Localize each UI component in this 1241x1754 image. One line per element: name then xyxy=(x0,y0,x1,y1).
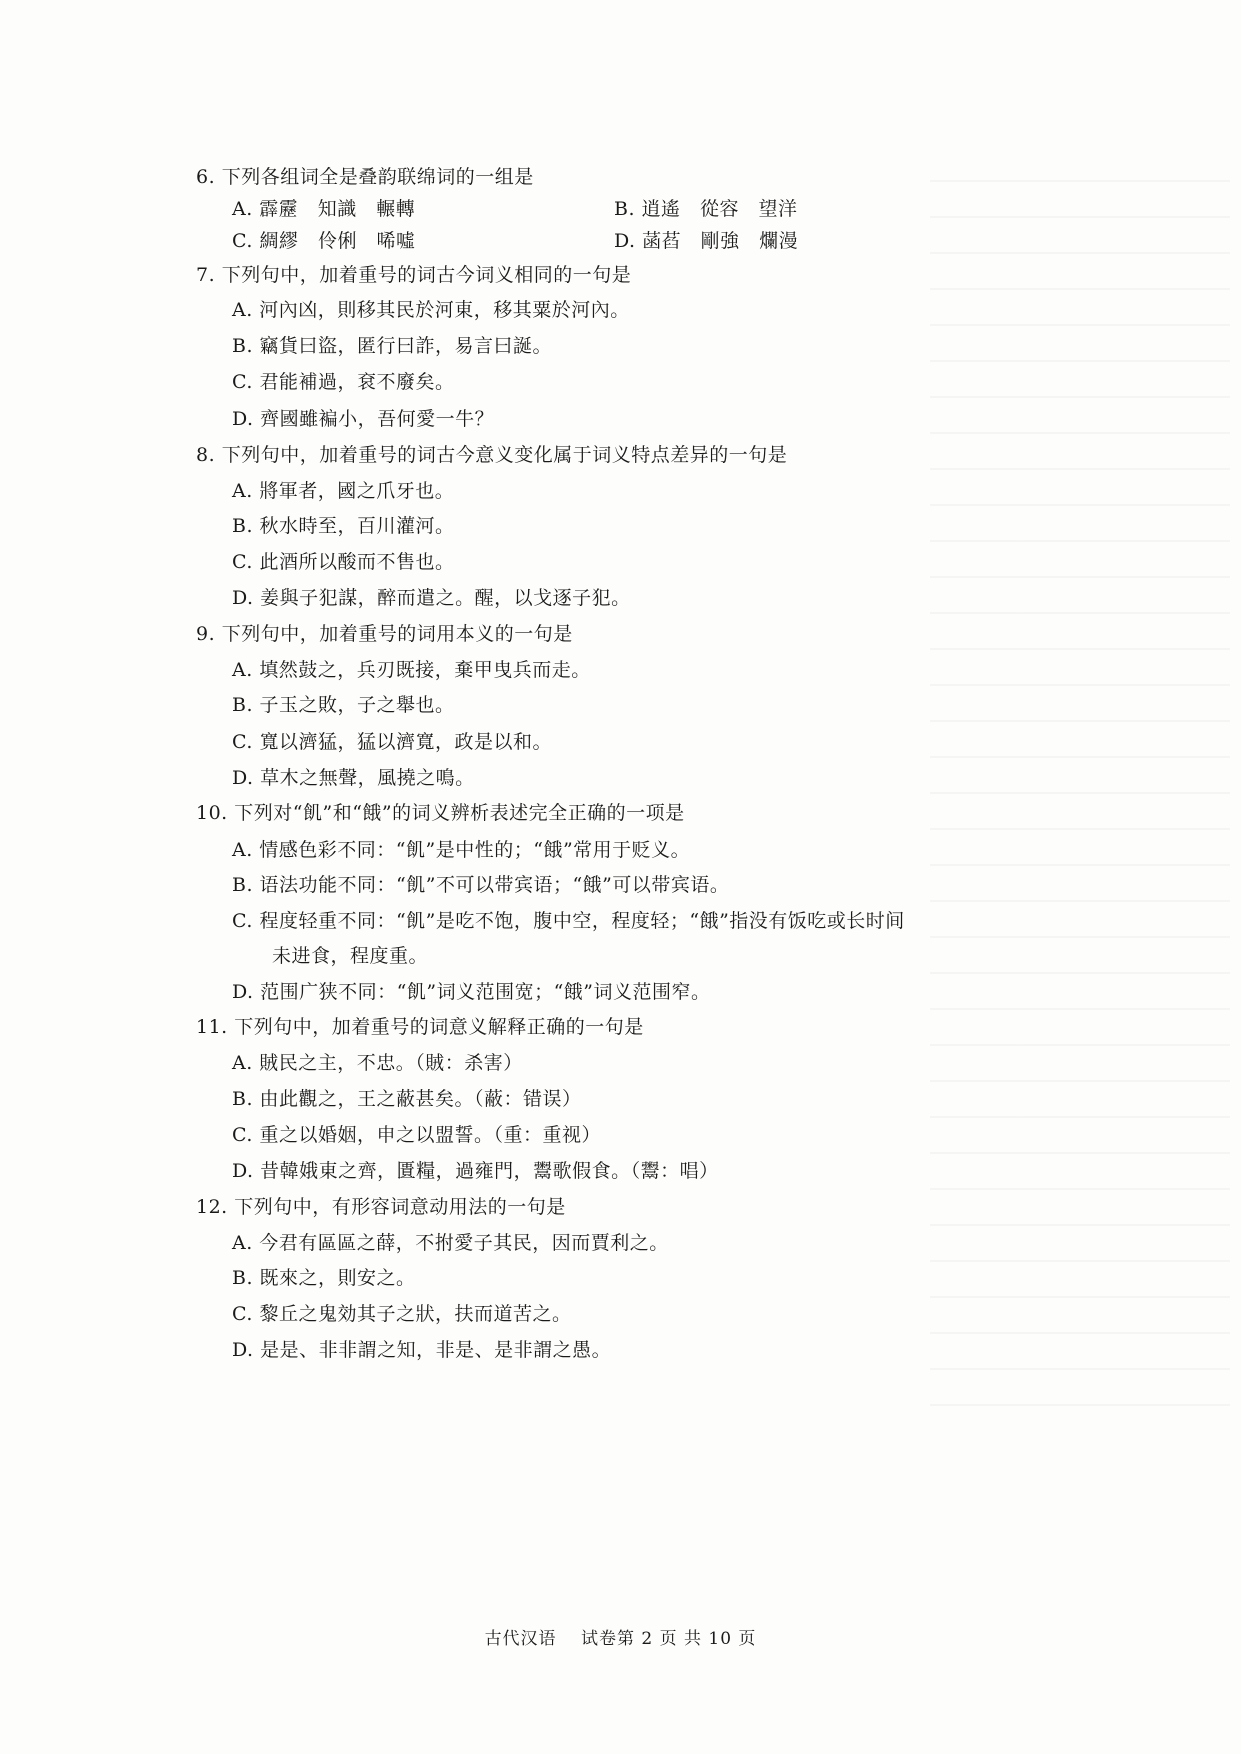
question-7-stem: 7. 下列句中，加着重号的词古今词义相同的一句是 xyxy=(196,264,632,286)
question-7-option-b: B. 竊貨曰盜，匿行曰詐，易言曰誕。 xyxy=(232,335,553,357)
question-10-option-c-continued: 未进食，程度重。 xyxy=(272,945,429,967)
question-10-option-c: C. 程度轻重不同：“飢”是吃不饱，腹中空，程度轻；“餓”指没有饭吃或长时间 xyxy=(232,910,905,932)
question-9-option-c: C. 寬以濟猛，猛以濟寬，政是以和。 xyxy=(232,731,552,753)
question-9-option-d: D. 草木之無聲，風撓之鳴。 xyxy=(232,767,475,789)
question-8-stem: 8. 下列句中，加着重号的词古今意义变化属于词义特点差异的一句是 xyxy=(196,444,788,466)
question-10-option-d: D. 范围广狭不同：“飢”词义范围宽；“餓”词义范围窄。 xyxy=(232,981,711,1003)
question-12-stem: 12. 下列句中，有形容词意动用法的一句是 xyxy=(196,1196,566,1218)
question-7-option-d: D. 齊國雖褊小，吾何愛一牛？ xyxy=(232,408,495,430)
question-8-option-b: B. 秋水時至，百川灌河。 xyxy=(232,515,455,537)
question-6-option-a: A. 霹靂 知識 輾轉 xyxy=(232,198,416,220)
question-8-option-a: A. 將軍者，國之爪牙也。 xyxy=(232,480,455,502)
question-7-option-a: A. 河內凶，則移其民於河東，移其粟於河內。 xyxy=(232,299,630,321)
question-7-option-c: C. 君能補過，袞不廢矣。 xyxy=(232,371,455,393)
question-10-option-a: A. 情感色彩不同：“飢”是中性的；“餓”常用于贬义。 xyxy=(232,839,691,861)
question-6-option-d: D. 菡萏 剛強 爛漫 xyxy=(614,230,799,252)
page-footer: 古代汉语 试卷第 2 页 共 10 页 xyxy=(484,1629,757,1649)
question-8-option-d: D. 姜與子犯謀，醉而遣之。醒，以戈逐子犯。 xyxy=(232,587,631,609)
question-12-option-a: A. 今君有區區之薛，不拊愛子其民，因而賈利之。 xyxy=(232,1232,669,1254)
question-9-option-b: B. 子玉之敗，子之舉也。 xyxy=(232,694,455,716)
question-11-stem: 11. 下列句中，加着重号的词意义解释正确的一句是 xyxy=(196,1016,644,1038)
question-6-option-b: B. 逍遙 從容 望洋 xyxy=(614,198,798,220)
question-11-option-b: B. 由此觀之，王之蔽甚矣。（蔽：错误） xyxy=(232,1088,582,1110)
bleed-through-text xyxy=(930,180,1230,1430)
question-8-option-c: C. 此酒所以酸而不售也。 xyxy=(232,551,455,573)
question-10-stem: 10. 下列对“飢”和“餓”的词义辨析表述完全正确的一项是 xyxy=(196,802,685,824)
question-12-option-d: D. 是是、非非謂之知，非是、是非謂之愚。 xyxy=(232,1339,612,1361)
question-9-option-a: A. 填然鼓之，兵刃既接，棄甲曳兵而走。 xyxy=(232,659,591,681)
question-10-option-b: B. 语法功能不同：“飢”不可以带宾语；“餓”可以带宾语。 xyxy=(232,874,730,896)
question-11-option-d: D. 昔韓娥東之齊，匱糧，過雍門，鬻歌假食。（鬻：唱） xyxy=(232,1160,719,1182)
question-9-stem: 9. 下列句中，加着重号的词用本义的一句是 xyxy=(196,623,573,645)
question-11-option-c: C. 重之以婚姻，申之以盟誓。（重：重视） xyxy=(232,1124,601,1146)
question-6-stem: 6. 下列各组词全是叠韵联绵词的一组是 xyxy=(196,166,534,188)
question-11-option-a: A. 賊民之主，不忠。（賊：杀害） xyxy=(232,1052,523,1074)
question-6-option-c: C. 綢繆 伶俐 唏噓 xyxy=(232,230,416,252)
question-12-option-b: B. 既來之，則安之。 xyxy=(232,1267,416,1289)
question-12-option-c: C. 黎丘之鬼効其子之狀，扶而道苦之。 xyxy=(232,1303,572,1325)
